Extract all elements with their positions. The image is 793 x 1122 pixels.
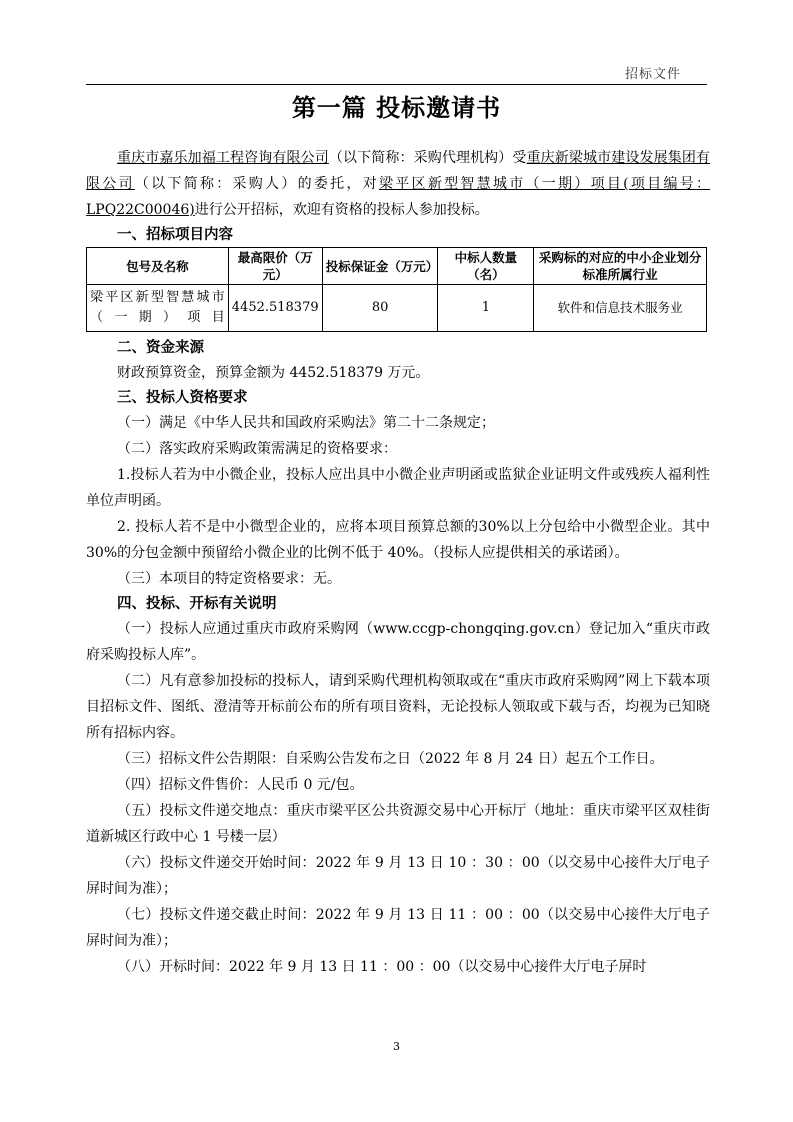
note-item-8: （八）开标时间：2022 年 9 月 13 日 11 ：00 ：00（以交易中心接件大厅电子屏时 xyxy=(117,959,647,975)
cell-package-name: 梁平区新型智慧城市（一期）项目 xyxy=(87,285,229,332)
note-item-2: （二）凡有意参加投标的投标人，请到采购代理机构领取或在“重庆市政府采购网”网上下载本项目招标文件、图纸、澄清等开标前公布的所有项目资料，无论投标人领取或下载与否，均视为已知晓所有招标内容。 xyxy=(86,673,710,741)
intro-text-2: （以下简称：采购人）的委托，对 xyxy=(134,176,379,192)
header-rule xyxy=(86,84,707,85)
purchaser-name: 重庆新梁城市建设发展集团有限公司 xyxy=(86,150,711,192)
section-heading-bidding-notes: 四、投标、开标有关说明 xyxy=(117,596,277,612)
table-row xyxy=(87,285,707,332)
note-item-1: （一）投标人应通过重庆市政府采购网（www.ccgp-chongqing.gov.cn）登记加入“重庆市政府采购投标人库”。 xyxy=(86,621,710,663)
section-heading-qualifications: 三、投标人资格要求 xyxy=(117,390,248,406)
project-name: 梁平区新型智慧城市（一期）项目(项目编号：LPQ22C00046) xyxy=(86,176,711,218)
column-header-deposit: 投标保证金（万元） xyxy=(322,248,438,285)
page-title: 第一篇 投标邀请书 xyxy=(291,94,502,122)
cell-winner-count: 1 xyxy=(438,285,534,332)
funds-paragraph: 财政预算资金，预算金额为 4452.518379 万元。 xyxy=(117,365,430,381)
table-header-row xyxy=(87,248,707,285)
note-item-7: （七）投标文件递交截止时间：2022 年 9 月 13 日 11 ：00 ：00（以交易中心接件大厅电子屏时间为准）； xyxy=(86,907,710,949)
cell-industry: 软件和信息技术服务业 xyxy=(534,285,707,332)
qualification-item-3: （三）本项目的特定资格要求：无。 xyxy=(117,571,341,587)
section-heading-project-content: 一、招标项目内容 xyxy=(117,227,233,243)
qualification-item-2-1: 1.投标人若为中小微企业，投标人应出具中小微企业声明函或监狱企业证明文件或残疾人福利性单位声明函。 xyxy=(86,467,710,509)
column-header-winner-count: 中标人数量（名） xyxy=(438,248,534,285)
qualification-item-1: （一）满足《中华人民共和国政府采购法》第二十二条规定； xyxy=(117,415,495,431)
intro-paragraph xyxy=(86,145,710,223)
project-table xyxy=(86,247,707,332)
note-item-4: （四）招标文件售价：人民币 0 元/包。 xyxy=(117,777,364,793)
qualification-item-2-2: 2. 投标人若不是中小微型企业的，应将本项目预算总额的30%以上分包给中小微型企业。其中 30%的分包金额中预留给小微企业的比例不低于 40%。（投标人应提供相关的承诺函）。 xyxy=(86,519,710,561)
note-item-5: （五）投标文件递交地点：重庆市梁平区公共资源交易中心开标厅（地址：重庆市梁平区双桂街道新城区行政中心 1 号楼一层） xyxy=(86,803,710,845)
running-header: 招标文件 xyxy=(624,67,681,82)
column-header-industry: 采购标的对应的中小企业划分标准所属行业 xyxy=(534,248,707,285)
cell-deposit: 80 xyxy=(322,285,438,332)
qualification-item-2: （二）落实政府采购政策需满足的资格要求： xyxy=(117,441,397,457)
body-content xyxy=(86,145,710,980)
page-number: 3 xyxy=(393,1040,400,1053)
section-heading-funds: 二、资金来源 xyxy=(117,340,204,356)
intro-text-3: 进行公开招标，欢迎有资格的投标人参加投标。 xyxy=(194,202,489,218)
note-item-6: （六）投标文件递交开始时间：2022 年 9 月 13 日 10 ：30 ：00（以交易中心接件大厅电子屏时间为准）； xyxy=(86,855,710,897)
column-header-max-price: 最高限价（万元） xyxy=(228,248,322,285)
cell-max-price: 4452.518379 xyxy=(228,285,322,332)
intro-text-1: （以下简称：采购代理机构）受 xyxy=(328,150,527,166)
note-item-3: （三）招标文件公告期限：自采购公告发布之日（2022 年 8 月 24 日）起五个工作日。 xyxy=(117,751,664,767)
agency-name: 重庆市嘉乐加福工程咨询有限公司 xyxy=(117,150,329,166)
column-header-package: 包号及名称 xyxy=(87,248,229,285)
